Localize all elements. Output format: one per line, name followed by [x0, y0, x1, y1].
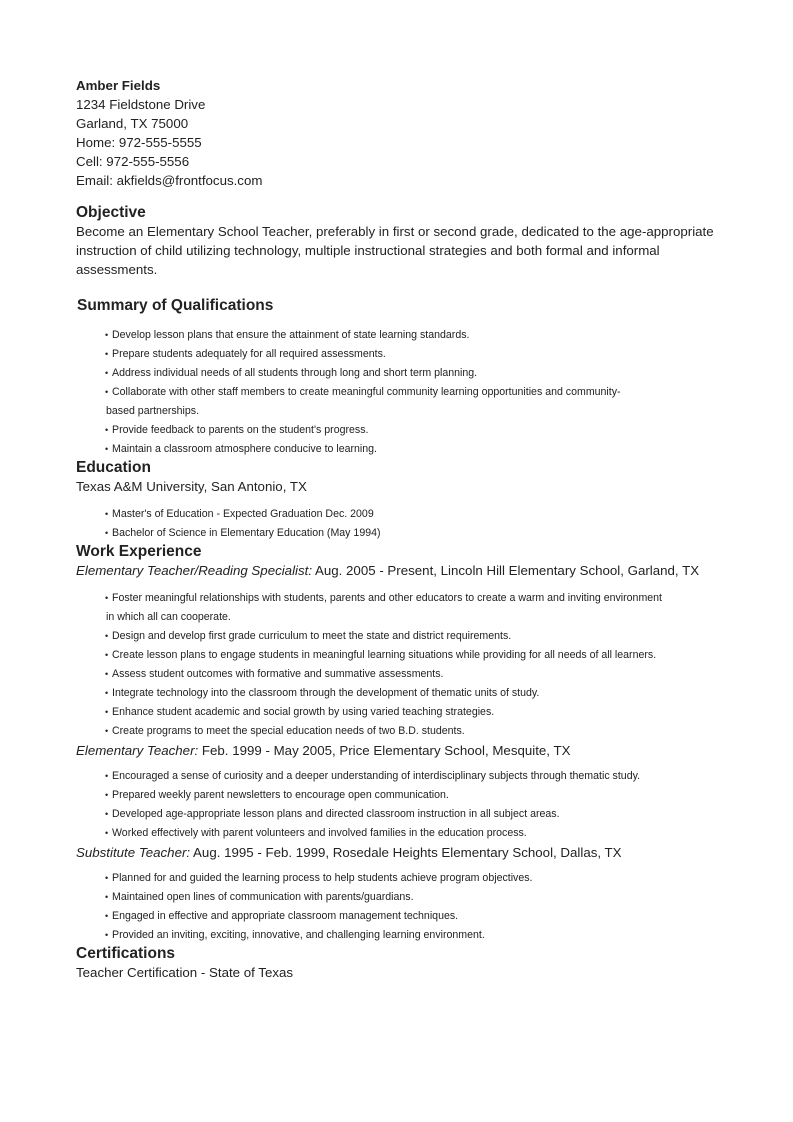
job-title: Substitute Teacher: [76, 845, 191, 860]
list-item: • Address individual needs of all students through long and short term planning. [76, 364, 702, 383]
job-title: Elementary Teacher/Reading Specialist: [76, 563, 313, 578]
education-school: Texas A&M University, San Antonio, TX [76, 479, 307, 494]
objective-section [76, 203, 726, 279]
bullet-icon: • [105, 726, 109, 736]
objective-heading: Objective [76, 204, 146, 221]
list-item: • Master's of Education - Expected Graduation Dec. 2009 [76, 505, 702, 524]
job-detail: Aug. 2005 - Present, Lincoln Hill Elementary School, Garland, TX [312, 563, 700, 578]
bullet-icon: • [105, 528, 109, 538]
job-duties-list [76, 767, 726, 843]
bullet-icon: • [105, 828, 109, 838]
bullet-icon: • [105, 669, 109, 679]
bullet-icon: • [105, 771, 109, 781]
list-item: • Prepared weekly parent newsletters to encourage open communication. [76, 786, 702, 805]
bullet-icon: • [105, 873, 109, 883]
list-item: • Maintained open lines of communication with parents/guardians. [76, 888, 702, 907]
street-address: 1234 Fieldstone Drive [76, 97, 206, 112]
bullet-icon: • [105, 593, 109, 603]
objective-text: Become an Elementary School Teacher, preferably in first or second grade, dedicated to the age-appropriate instruction of child utilizing technology, multiple instructional strategies and both formal and informal assessments. [76, 224, 714, 277]
bullet-icon: • [105, 650, 109, 660]
bullet-icon: • [105, 911, 109, 921]
education-section [76, 458, 726, 543]
certification-text: Teacher Certification - State of Texas [76, 965, 294, 980]
job-title-line [76, 561, 726, 580]
bullet-icon: • [105, 688, 109, 698]
job-detail: Feb. 1999 - May 2005, Price Elementary School, Mesquite, TX [198, 743, 571, 758]
list-item: • Planned for and guided the learning process to help students achieve program objectives. [76, 869, 702, 888]
education-list [76, 505, 726, 543]
job-duties-list [76, 589, 726, 741]
summary-list [76, 326, 726, 459]
experience-heading: Work Experience [76, 543, 202, 560]
bullet-icon: • [105, 425, 109, 435]
certifications-heading: Certifications [76, 945, 176, 962]
list-item: • Design and develop first grade curriculum to meet the state and district requirements. [76, 627, 702, 646]
job-title-line [76, 843, 726, 862]
list-item: • Assess student outcomes with formative and summative assessments. [76, 665, 702, 684]
candidate-name: Amber Fields [76, 78, 161, 93]
bullet-icon: • [105, 509, 109, 519]
experience-section [76, 542, 726, 945]
home-phone: Home: 972-555-5555 [76, 135, 202, 150]
summary-section [76, 296, 726, 459]
bullet-icon: • [105, 349, 109, 359]
job-duties-list [76, 869, 726, 945]
email-address: Email: akfields@frontfocus.com [76, 173, 263, 188]
list-item: • Maintain a classroom atmosphere conducive to learning. [76, 440, 702, 459]
job-title: Elementary Teacher: [76, 743, 199, 758]
bullet-icon: • [105, 809, 109, 819]
list-item: • Developed age-appropriate lesson plans and directed classroom instruction in all subject areas. [76, 805, 702, 824]
list-item: • Integrate technology into the classroom through the development of thematic units of study. [76, 684, 702, 703]
list-item: • Collaborate with other staff members to create meaningful community learning opportunities and community-based partnerships. [76, 383, 702, 421]
list-item: • Create lesson plans to engage students in meaningful learning situations while providing for all needs of all learners. [76, 646, 702, 665]
bullet-icon: • [105, 631, 109, 641]
list-item: • Foster meaningful relationships with students, parents and other educators to create a warm and inviting environment in which all can cooperate. [76, 589, 702, 627]
bullet-icon: • [105, 892, 109, 902]
bullet-icon: • [105, 444, 109, 454]
cell-phone: Cell: 972-555-5556 [76, 154, 190, 169]
list-item: • Encouraged a sense of curiosity and a deeper understanding of interdisciplinary subjects through thematic study. [76, 767, 732, 786]
bullet-icon: • [105, 790, 109, 800]
job-title-line [76, 741, 726, 760]
bullet-icon: • [105, 330, 109, 340]
list-item: • Engaged in effective and appropriate classroom management techniques. [76, 907, 702, 926]
job-detail: Aug. 1995 - Feb. 1999, Rosedale Heights Elementary School, Dallas, TX [190, 845, 622, 860]
list-item: • Prepare students adequately for all required assessments. [76, 345, 702, 364]
summary-heading: Summary of Qualifications [77, 297, 274, 314]
bullet-icon: • [105, 707, 109, 717]
certifications-section [76, 944, 726, 982]
list-item: • Bachelor of Science in Elementary Education (May 1994) [76, 524, 702, 543]
education-heading: Education [76, 459, 151, 476]
list-item: • Provide feedback to parents on the student's progress. [76, 421, 702, 440]
city-state-zip: Garland, TX 75000 [76, 116, 189, 131]
bullet-icon: • [105, 930, 109, 940]
bullet-icon: • [105, 368, 109, 378]
resume-page [76, 76, 726, 982]
bullet-icon: • [105, 387, 109, 397]
list-item: • Create programs to meet the special education needs of two B.D. students. [76, 722, 702, 741]
contact-block [76, 76, 726, 190]
list-item: • Enhance student academic and social growth by using varied teaching strategies. [76, 703, 702, 722]
list-item: • Develop lesson plans that ensure the attainment of state learning standards. [76, 326, 702, 345]
list-item: • Worked effectively with parent volunteers and involved families in the education process. [76, 824, 702, 843]
list-item: • Provided an inviting, exciting, innovative, and challenging learning environment. [76, 926, 702, 945]
